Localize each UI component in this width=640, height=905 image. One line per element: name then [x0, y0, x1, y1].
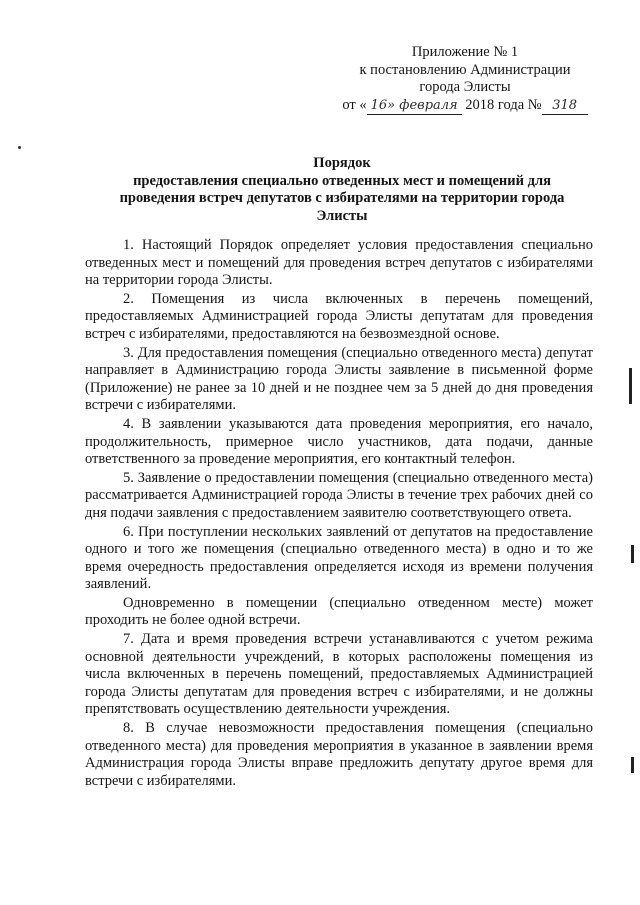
date-prefix: от « — [342, 96, 367, 113]
title-line: предоставления специально отведенных мест и помещений для — [133, 172, 551, 189]
paragraph: 2. Помещения из числа включенных в перечень помещений, предоставляемых Администрацией города Элисты депутатам для проведения встреч с избирателями, предоставляются на безвозмездной основе. — [85, 290, 593, 342]
appendix-city: города Элисты — [419, 79, 511, 95]
date-year: 2018 года № — [465, 96, 542, 113]
scan-edge-mark — [631, 757, 634, 773]
paragraph: 1. Настоящий Порядок определяет условия предоставления специально отведенных мест и помещений для проведения встреч депутатов с избирателями на территории города Элисты. — [85, 237, 593, 289]
paragraph: 6. При поступлении нескольких заявлений от депутатов на предоставление одного и того же помещения (специально отведенного места) в одно и то же время очередность предоставления определяется исходя из времени получения заявлений. — [85, 523, 593, 593]
paragraph: 7. Дата и время проведения встречи устанавливаются с учетом режима основной деятельности учреждений, в которых расположены помещения из числа включенных в перечень помещений, предоставляемых Администрацией города Элисты депутатам для проведения встреч с избирателями, и не должны препятствовать осуществлению деятельности учреждения. — [85, 631, 593, 718]
appendix-reference: к постановлению Администрации — [359, 61, 571, 78]
document-body — [85, 237, 593, 791]
scan-edge-mark — [631, 545, 634, 563]
appendix-number: Приложение № 1 — [411, 44, 519, 60]
paragraph: 4. В заявлении указываются дата проведения мероприятия, его начало, продолжительность, примерное число участников, дата подачи, данные ответственного за проведение мероприятия, его контактный телефон. — [85, 415, 593, 468]
paragraph: Одновременно в помещении (специально отведенном месте) может проходить не более одной встречи. — [85, 594, 593, 629]
appendix-date-line — [330, 97, 600, 116]
paragraph: 5. Заявление о предоставлении помещения (специально отведенного места) рассматривается Администрацией города Элисты в течение трех рабочих дней со дня подачи заявления с предоставлением заявителю соответствующего ответа. — [85, 469, 593, 521]
title-line: Порядок — [313, 155, 371, 171]
scan-edge-mark — [629, 368, 632, 404]
title-line: проведения встреч депутатов с избирателями на территории города — [119, 190, 565, 206]
document-title — [108, 155, 576, 225]
title-line: Элисты — [316, 207, 368, 224]
scan-speck — [18, 146, 21, 149]
handwritten-date: 16» февраля — [367, 97, 462, 116]
appendix-header — [330, 44, 600, 115]
paragraph: 3. Для предоставления помещения (специально отведенного места) депутат направляет в Администрацию города Элисты заявление в письменной форме (Приложение) не ранее за 10 дней и не позднее чем за 5 дней до дня проведения встречи с избирателями. — [85, 344, 593, 414]
paragraph: 8. В случае невозможности предоставления помещения (специально отведенного места) для проведения мероприятия в указанное в заявлении время Администрация города Элисты вправе предложить депутату другое время для встречи с избирателями. — [85, 720, 593, 789]
handwritten-number: 318 — [542, 97, 588, 116]
